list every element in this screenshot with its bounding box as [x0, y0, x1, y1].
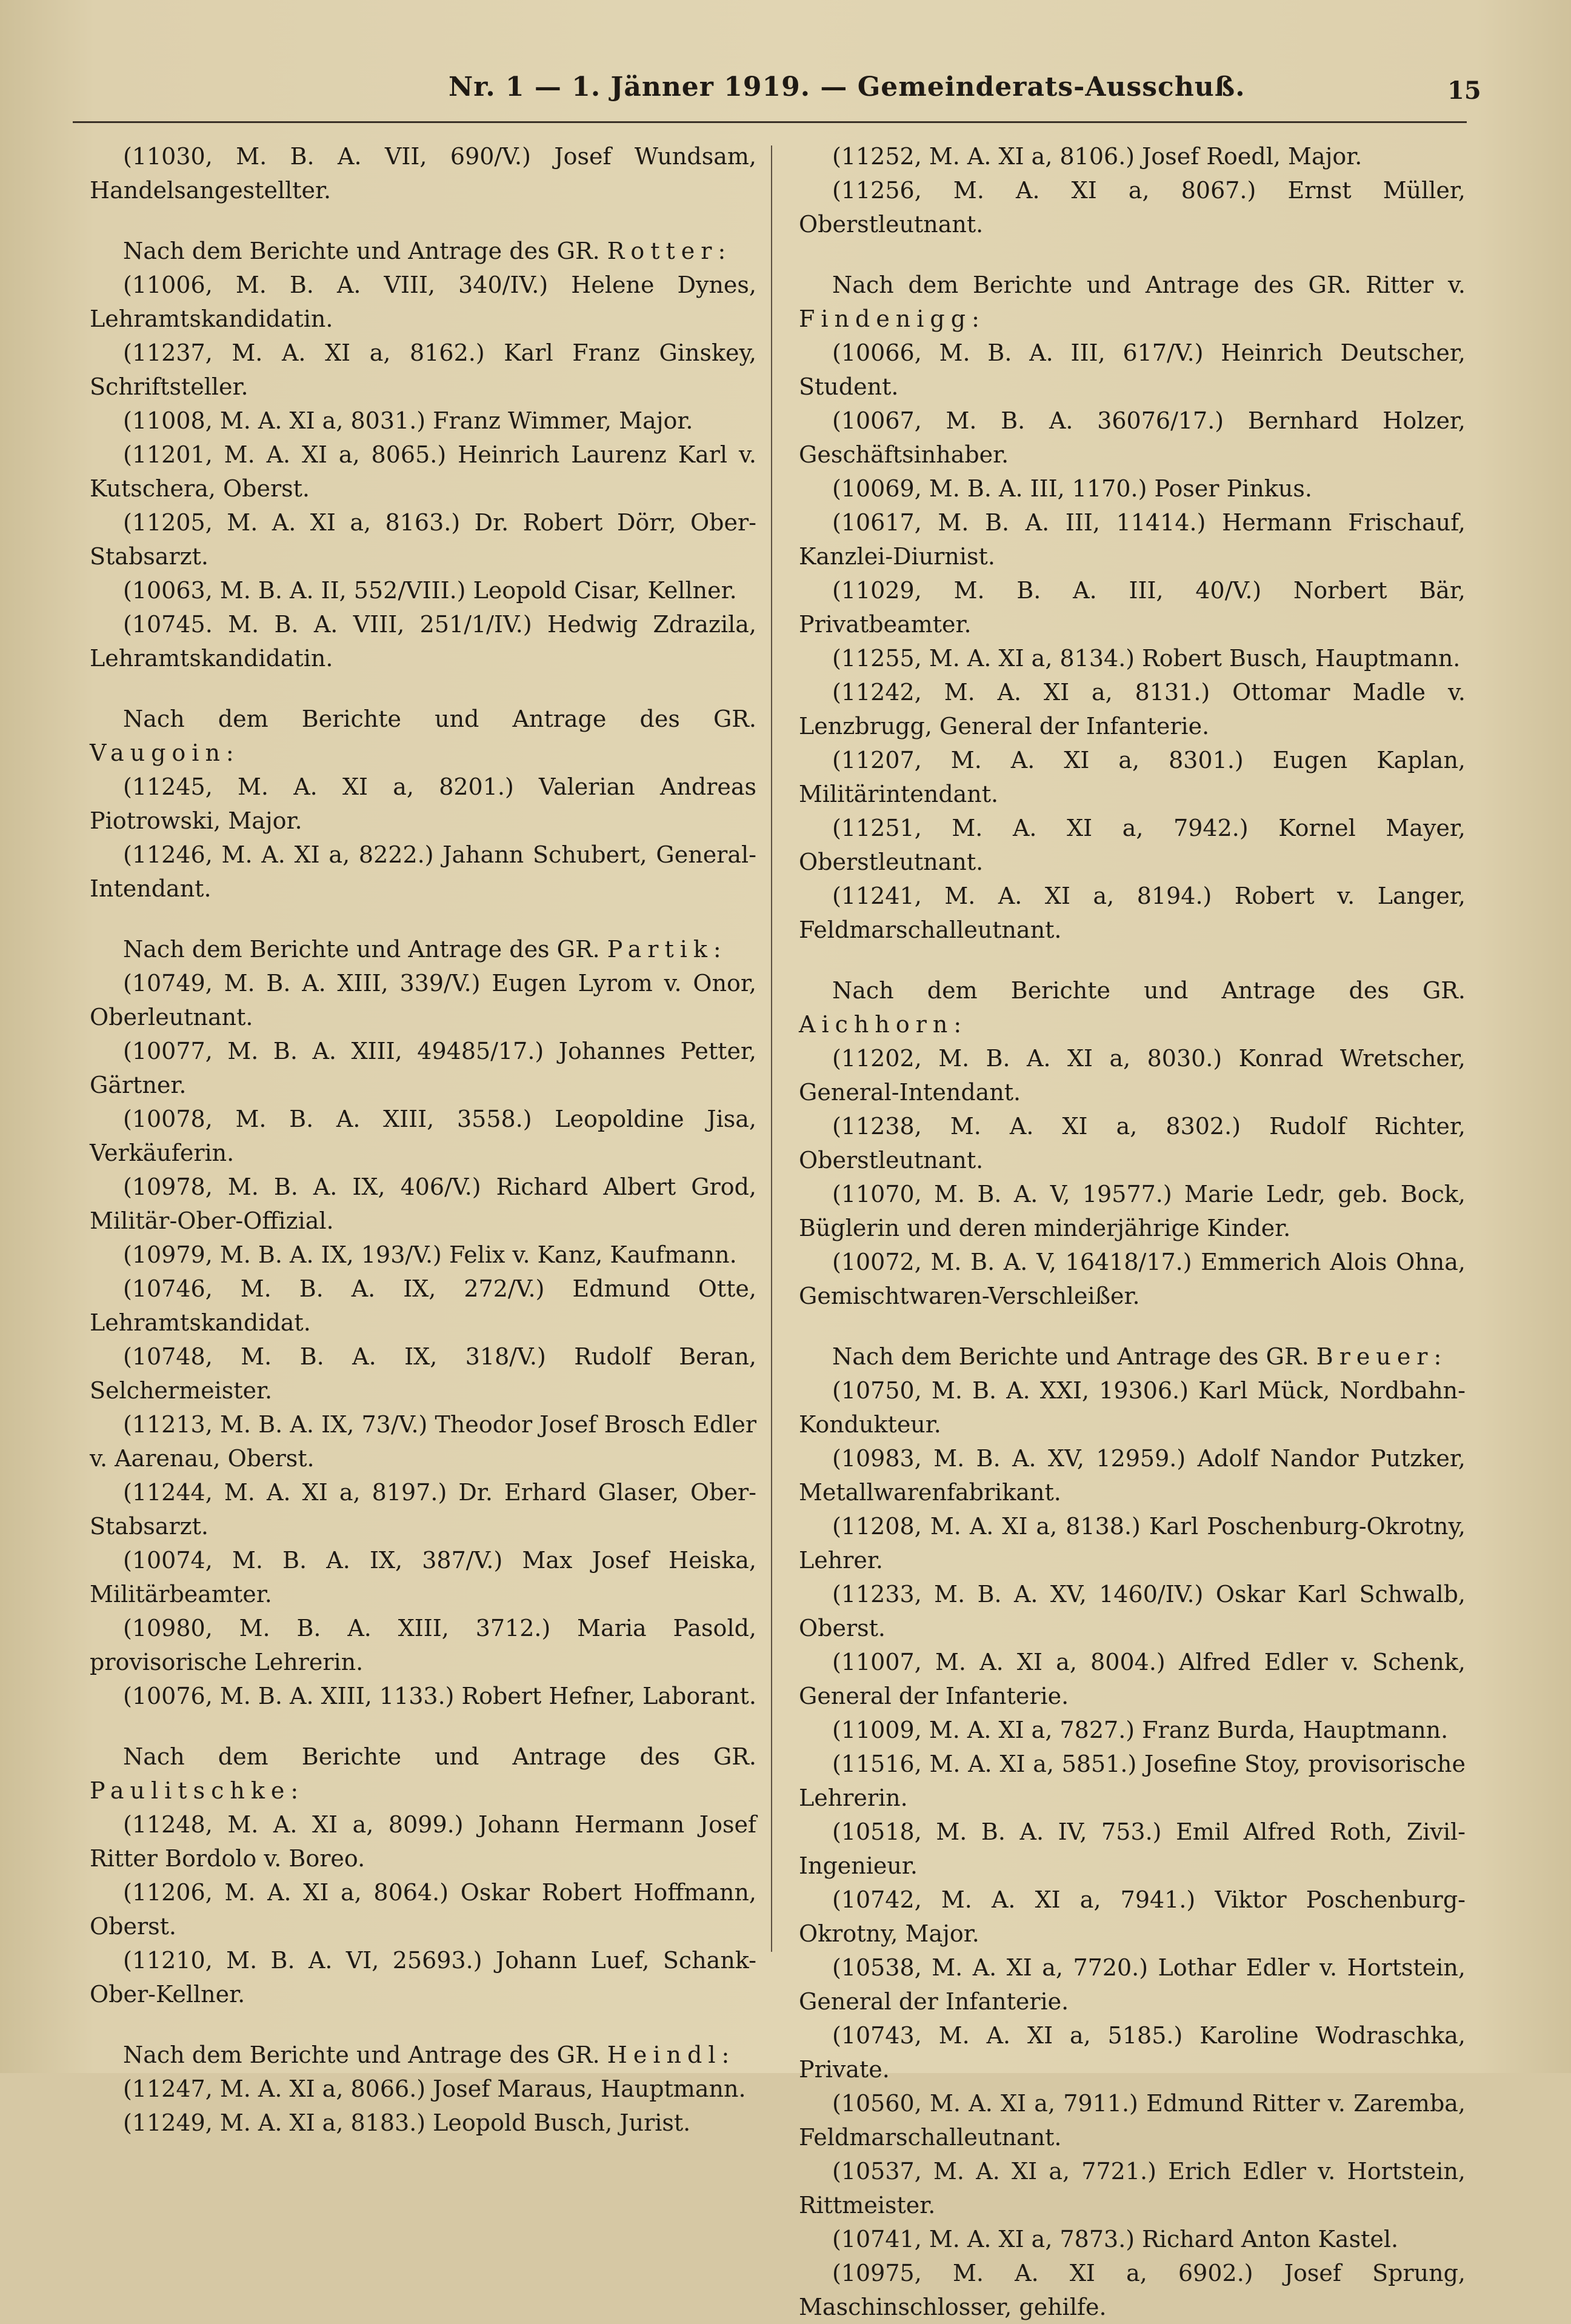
header-rule [73, 121, 1467, 123]
entry-paragraph: (11242, M. A. XI a, 8131.) Ottomar Madle v. Lenzbrugg, General der Infanterie. [799, 679, 1466, 740]
right-column [799, 139, 1466, 2324]
header-title: Nr. 1 — 1. Jänner 1919. — Gemeinderats-Ausschuß. [449, 72, 1246, 102]
entry-paragraph: (10077, M. B. A. XIII, 49485/17.) Johannes Petter, Gärtner. [90, 1038, 756, 1098]
councillor-name: Aichhorn: [799, 1011, 968, 1038]
entry-paragraph: (11202, M. B. A. XI a, 8030.) Konrad Wretscher, General-Intendant. [799, 1045, 1466, 1106]
entry-paragraph: (10518, M. B. A. IV, 753.) Emil Alfred Roth, Zivil-Ingenieur. [799, 1818, 1466, 1879]
entry-paragraph: (11237, M. A. XI a, 8162.) Karl Franz Ginskey, Schriftsteller. [90, 339, 756, 400]
entry-paragraph: (10983, M. B. A. XV, 12959.) Adolf Nandor Putzker, Metallwarenfabrikant. [799, 1445, 1466, 1506]
section-heading [799, 1340, 1466, 1374]
section-heading [799, 268, 1466, 336]
entry-paragraph: (11245, M. A. XI a, 8201.) Valerian Andreas Piotrowski, Major. [90, 773, 756, 834]
section-heading [90, 932, 756, 966]
section-heading [90, 1740, 756, 1808]
entry-paragraph: (10076, M. B. A. XIII, 1133.) Robert Hefner, Laborant. [123, 1683, 756, 1709]
entry-paragraph: (11029, M. B. A. III, 40/V.) Norbert Bär, Privatbeamter. [799, 577, 1466, 638]
entry-paragraph: (10066, M. B. A. III, 617/V.) Heinrich Deutscher, Student. [799, 339, 1466, 400]
section-heading [90, 702, 756, 770]
entry-paragraph: (11256, M. A. XI a, 8067.) Ernst Müller, Oberstleutnant. [799, 177, 1466, 238]
entry-paragraph: (10748, M. B. A. IX, 318/V.) Rudolf Beran, Selchermeister. [90, 1343, 756, 1404]
entry-paragraph: (11516, M. A. XI a, 5851.) Josefine Stoy, provisorische Lehrerin. [799, 1751, 1466, 1811]
entry-paragraph: (11070, M. B. A. V, 19577.) Marie Ledr, geb. Bock, Büglerin und deren minderjährige Kinder. [799, 1181, 1466, 1241]
entry-paragraph: (11233, M. B. A. XV, 1460/IV.) Oskar Karl Schwalb, Oberst. [799, 1581, 1466, 1641]
heading-prefix: Nach dem Berichte und Antrage des GR. Ritter v. [832, 272, 1466, 298]
councillor-name: Rotter: [607, 238, 732, 264]
entry-paragraph: (11255, M. A. XI a, 8134.) Robert Busch, Hauptmann. [832, 645, 1461, 672]
councillor-name: Heindl: [607, 2042, 736, 2068]
entry-paragraph: (10979, M. B. A. IX, 193/V.) Felix v. Kanz, Kaufmann. [123, 1241, 737, 1268]
entry-paragraph: (11252, M. A. XI a, 8106.) Josef Roedl, Major. [832, 143, 1363, 170]
entry-paragraph: (10063, M. B. A. II, 552/VIII.) Leopold Cisar, Kellner. [123, 577, 737, 604]
entry-paragraph: (10745. M. B. A. VIII, 251/1/IV.) Hedwig Zdrazila, Lehramtskandidatin. [90, 611, 756, 672]
entry-paragraph: (10617, M. B. A. III, 11414.) Hermann Frischauf, Kanzlei-Diurnist. [799, 509, 1466, 570]
entry-paragraph: (11213, M. B. A. IX, 73/V.) Theodor Josef Brosch Edler v. Aarenau, Oberst. [90, 1411, 756, 1472]
entry-paragraph: (10537, M. A. XI a, 7721.) Erich Edler v. Hortstein, Rittmeister. [799, 2158, 1466, 2219]
entry-paragraph: (10742, M. A. XI a, 7941.) Viktor Poschenburg-Okrotny, Major. [799, 1886, 1466, 1947]
entry-paragraph: (11244, M. A. XI a, 8197.) Dr. Erhard Glaser, Ober-Stabsarzt. [90, 1479, 756, 1540]
entry-paragraph: (11249, M. A. XI a, 8183.) Leopold Busch, Jurist. [123, 2109, 691, 2136]
entry-paragraph: (11248, M. A. XI a, 8099.) Johann Hermann Josef Ritter Bordolo v. Boreo. [90, 1811, 756, 1872]
entry-paragraph: (11238, M. A. XI a, 8302.) Rudolf Richter, Oberstleutnant. [799, 1113, 1466, 1174]
entry-paragraph: (10978, M. B. A. IX, 406/V.) Richard Albert Grod, Militär-Ober-Offizial. [90, 1174, 756, 1234]
heading-prefix: Nach dem Berichte und Antrage des GR. [832, 1343, 1316, 1370]
entry-paragraph: (11246, M. A. XI a, 8222.) Jahann Schubert, General-Intendant. [90, 841, 756, 902]
page-number: 15 [1447, 76, 1481, 105]
heading-prefix: Nach dem Berichte und Antrage des GR. [123, 238, 607, 264]
entry-paragraph: (11205, M. A. XI a, 8163.) Dr. Robert Dörr, Ober-Stabsarzt. [90, 509, 756, 570]
entry-paragraph: (11207, M. A. XI a, 8301.) Eugen Kaplan, Militärintendant. [799, 747, 1466, 807]
entry-paragraph: (11007, M. A. XI a, 8004.) Alfred Edler v. Schenk, General der Infanterie. [799, 1649, 1466, 1709]
councillor-name: Paulitschke: [90, 1777, 305, 1804]
entry-paragraph: (10980, M. B. A. XIII, 3712.) Maria Pasold, provisorische Lehrerin. [90, 1615, 756, 1675]
column-divider [771, 145, 772, 1952]
entry-paragraph: (10746, M. B. A. IX, 272/V.) Edmund Otte, Lehramtskandidat. [90, 1275, 756, 1336]
entry-paragraph: (11247, M. A. XI a, 8066.) Josef Maraus, Hauptmann. [123, 2075, 746, 2102]
section-heading [90, 234, 756, 268]
entry-paragraph: (11006, M. B. A. VIII, 340/IV.) Helene Dynes, Lehramtskandidatin. [90, 272, 756, 332]
heading-prefix: Nach dem Berichte und Antrage des GR. [832, 977, 1466, 1004]
heading-prefix: Nach dem Berichte und Antrage des GR. [123, 1743, 756, 1770]
councillor-name: Partik: [607, 936, 727, 963]
page-header [0, 72, 1571, 114]
entry-paragraph: (11241, M. A. XI a, 8194.) Robert v. Langer, Feldmarschalleutnant. [799, 883, 1466, 943]
entry-paragraph: (10750, M. B. A. XXI, 19306.) Karl Mück, Nordbahn-Kondukteur. [799, 1377, 1466, 1438]
entry-paragraph: (10067, M. B. A. 36076/17.) Bernhard Holzer, Geschäftsinhaber. [799, 407, 1466, 468]
entry-paragraph: (11208, M. A. XI a, 8138.) Karl Poschenburg-Okrotny, Lehrer. [799, 1513, 1466, 1574]
entry-paragraph: (11008, M. A. XI a, 8031.) Franz Wimmer, Major. [123, 407, 693, 434]
entry-paragraph: (11009, M. A. XI a, 7827.) Franz Burda, Hauptmann. [832, 1717, 1449, 1743]
section-heading [799, 973, 1466, 1041]
entry-paragraph: (11251, M. A. XI a, 7942.) Kornel Mayer, Oberstleutnant. [799, 815, 1466, 875]
entry-paragraph: (10749, M. B. A. XIII, 339/V.) Eugen Lyrom v. Onor, Oberleutnant. [90, 970, 756, 1030]
entry-paragraph: (10069, M. B. A. III, 1170.) Poser Pinkus. [832, 475, 1312, 502]
heading-prefix: Nach dem Berichte und Antrage des GR. [123, 936, 607, 963]
entry-paragraph: (10975, M. A. XI a, 6902.) Josef Sprung, Maschinschlosser, gehilfe. [799, 2260, 1466, 2320]
entry-paragraph: (10560, M. A. XI a, 7911.) Edmund Ritter v. Zaremba, Feldmarschalleutnant. [799, 2090, 1466, 2151]
heading-prefix: Nach dem Berichte und Antrage des GR. [123, 2042, 607, 2068]
entry-paragraph: (10743, M. A. XI a, 5185.) Karoline Wodraschka, Private. [799, 2022, 1466, 2083]
entry-paragraph: (10078, M. B. A. XIII, 3558.) Leopoldine Jisa, Verkäuferin. [90, 1106, 756, 1166]
entry-paragraph: (10072, M. B. A. V, 16418/17.) Emmerich Alois Ohna, Gemischtwaren-Verschleißer. [799, 1249, 1466, 1309]
entry-paragraph: (10538, M. A. XI a, 7720.) Lothar Edler v. Hortstein, General der Infanterie. [799, 1954, 1466, 2015]
councillor-name: Findenigg: [799, 306, 986, 332]
councillor-name: Vaugoin: [90, 740, 240, 766]
entry-paragraph: (10074, M. B. A. IX, 387/V.) Max Josef Heiska, Militärbeamter. [90, 1547, 756, 1608]
left-column [90, 139, 756, 2140]
councillor-name: Breuer: [1316, 1343, 1448, 1370]
entry-paragraph: (11201, M. A. XI a, 8065.) Heinrich Laurenz Karl v. Kutschera, Oberst. [90, 441, 756, 502]
entry-paragraph: (11030, M. B. A. VII, 690/V.) Josef Wundsam, Handelsangestellter. [90, 143, 756, 204]
heading-prefix: Nach dem Berichte und Antrage des GR. [123, 706, 756, 732]
entry-paragraph: (11206, M. A. XI a, 8064.) Oskar Robert Hoffmann, Oberst. [90, 1879, 756, 1940]
entry-paragraph: (10741, M. A. XI a, 7873.) Richard Anton Kastel. [832, 2226, 1399, 2252]
section-heading [90, 2038, 756, 2072]
entry-paragraph: (11210, M. B. A. VI, 25693.) Johann Luef, Schank-Ober-Kellner. [90, 1947, 756, 2008]
